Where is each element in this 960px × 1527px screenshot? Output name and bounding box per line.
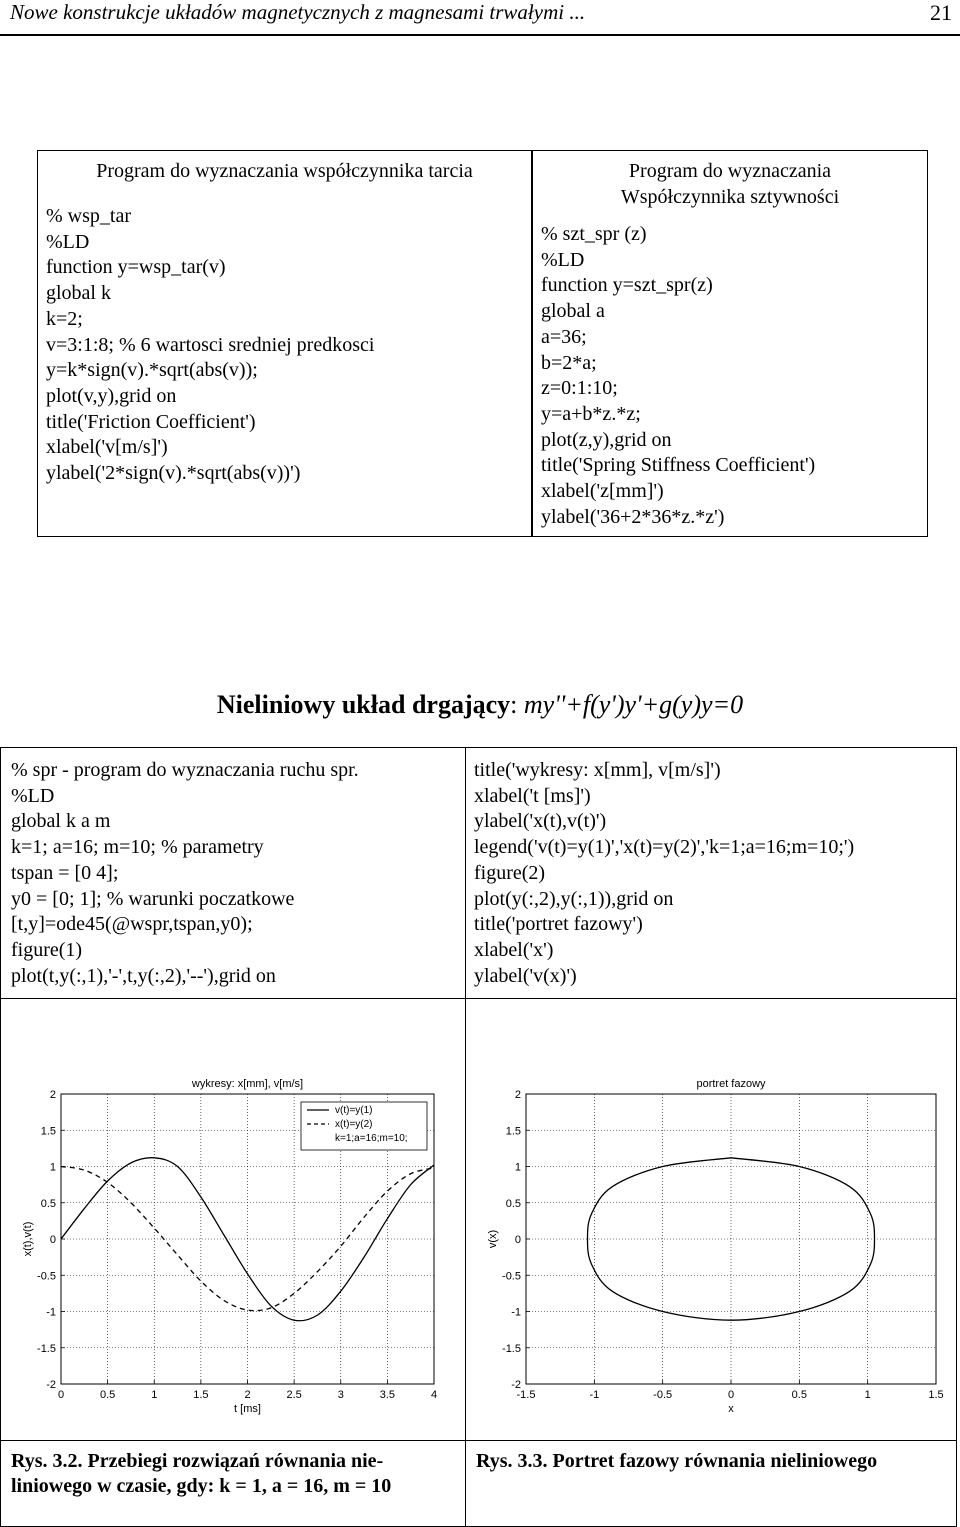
code-line: b=2*a; [541,351,597,374]
code-line: %LD [46,230,90,253]
code-line: title('Spring Stiffness Coefficient') [541,454,816,477]
code-line: z=0:1:10; [541,377,618,400]
y-tick-label: 0 [514,1234,521,1246]
code-line: global a [541,300,605,323]
code-line: xlabel('t [ms]') [474,784,591,807]
x-tick-label: 3.5 [379,1389,396,1401]
code-line: ylabel('x(t),v(t)') [474,810,607,833]
x-tick-label: -0.5 [653,1389,673,1401]
section-heading-text: Nieliniowy układ drgający [216,690,511,719]
y-axis-label: x(t),v(t) [22,1221,34,1257]
x-axis-label: t [ms] [234,1403,261,1415]
code-line: global k a m [11,810,111,833]
code-line: plot(t,y(:,1),'-',t,y(:,2),'--'),grid on [11,964,276,987]
figure-caption-3-3: Rys. 3.3. Portret fazowy równania nieliniowego [476,1450,878,1472]
code-line: figure(1) [11,938,83,961]
program-table [0,747,957,1527]
code-line: ylabel('v(x)') [474,964,577,987]
code-line: global k [46,282,111,305]
x-tick-label: -1.5 [516,1389,536,1401]
code-line: y0 = [0; 1]; % warunki poczatkowe [11,887,295,910]
y-tick-label: -1 [46,1306,56,1319]
y-tick-label: 1.5 [40,1125,56,1138]
figure-cell-right [465,998,957,1441]
legend-label: x(t)=y(2) [335,1119,373,1130]
chart-legend [301,1102,427,1150]
code-line: a=36; [541,325,587,348]
x-tick-label: 1 [151,1389,158,1401]
ode-code-left [11,758,465,989]
code-line: xlabel('v[m/s]') [46,436,168,459]
code-line: tspan = [0 4]; [11,861,119,884]
y-tick-label: 0.5 [505,1197,521,1210]
x-tick-label: 4 [430,1389,438,1401]
code-line: y=k*sign(v).*sqrt(abs(v)); [46,359,258,382]
x-tick-label: 1 [864,1389,871,1401]
y-tick-label: 0.5 [40,1197,56,1210]
code-line: legend('v(t)=y(1)','x(t)=y(2)','k=1;a=16;m=10;') [474,836,855,859]
code-line: function y=szt_spr(z) [541,274,713,297]
x-tick-label: 0.5 [791,1389,807,1401]
x-tick-label: -1 [589,1389,600,1401]
section-heading [0,690,960,720]
code-line: % spr - program do wyznaczania ruchu spr. [11,759,359,781]
x-tick-label: 1.5 [193,1389,209,1401]
code-line: xlabel('x') [474,938,554,961]
code-line: title('Friction Coefficient') [46,410,256,433]
code-line: function y=wsp_tar(v) [46,256,226,279]
code-line: k=1; a=16; m=10; % parametry [11,836,264,859]
code-line: ylabel('2*sign(v).*sqrt(abs(v))') [46,462,301,485]
code-cell-right [465,747,957,999]
legend-label: k=1;a=16;m=10; [335,1133,408,1144]
chart-title: wykresy: x[mm], v[m/s] [191,1078,304,1090]
code-line: plot(z,y),grid on [541,428,672,451]
code-line: v=3:1:8; % 6 wartosci sredniej predkosci [46,333,375,356]
y-tick-label: 1 [49,1161,56,1174]
caption-cell-left [0,1440,466,1527]
code-line: % szt_spr (z) [541,223,647,245]
equation: my''+f(y')y'+g(y)y=0 [523,690,744,719]
y-tick-label: 2 [514,1089,521,1101]
code-line: plot(v,y),grid on [46,384,177,407]
time-response-chart [1,999,465,1440]
code-line: title('wykresy: x[mm], v[m/s]') [474,759,721,781]
x-tick-label: 2.5 [286,1389,302,1401]
code-line: % wsp_tar [46,205,131,227]
stiffness-title-line1: Program do wyznaczania [628,160,832,182]
caption-line: liniowego w czasie, gdy: k = 1, a = 16, m = 10 [11,1475,392,1497]
caption-line: Rys. 3.2. Przebiegi rozwiązań równania nie- [11,1450,384,1472]
code-line: k=2; [46,307,83,330]
x-tick-label: 2 [244,1389,251,1401]
y-axis-label: v(x) [487,1229,499,1249]
y-tick-label: -0.5 [37,1270,56,1283]
x-tick-label: 0 [57,1389,65,1401]
y-tick-label: -0.5 [502,1270,521,1283]
chart-title: portret fazowy [696,1078,766,1090]
y-tick-label: -1 [511,1306,521,1319]
code-line: %LD [541,248,585,271]
page-number: 21 [930,0,952,25]
code-line: figure(2) [474,861,546,884]
stiffness-title-line2: Współczynnika sztywności [620,186,840,208]
y-tick-label: 2 [49,1089,56,1101]
figure-cell-left [0,998,466,1441]
y-tick-label: 1 [514,1161,521,1174]
friction-code [46,204,531,487]
y-tick-label: -2 [511,1379,521,1391]
x-tick-label: 0 [727,1389,735,1401]
legend-label: v(t)=y(1) [335,1105,373,1116]
figure-caption-3-2 [11,1449,465,1499]
code-line: [t,y]=ode45(@wspr,tspan,y0); [11,913,253,936]
caption-cell-right [465,1440,957,1527]
y-tick-label: 1.5 [505,1125,521,1138]
stiffness-program-title [533,158,927,210]
y-tick-label: -1.5 [502,1342,521,1355]
running-title: Nowe konstrukcje układów magnetycznych z magnesami trwałymi ... [10,0,586,24]
x-axis-label: x [728,1403,734,1415]
heading-separator: : [510,690,524,719]
phase-portrait-chart [466,999,956,1440]
x-tick-label: 1.5 [928,1389,944,1401]
y-tick-label: 0 [49,1234,56,1246]
code-line: xlabel('z[mm]') [541,480,664,503]
code-line: ylabel('36+2*36*z.*z') [541,505,725,528]
x-tick-label: 0.5 [99,1389,116,1401]
stiffness-program-box [532,150,928,537]
running-header [0,0,960,40]
header-rule [0,34,960,36]
stiffness-code [541,222,927,530]
code-line: title('portret fazowy') [474,913,643,936]
ode-code-right [474,758,956,989]
code-line: plot(y(:,2),y(:,1)),grid on [474,887,674,910]
code-line: %LD [11,784,55,807]
y-tick-label: -1.5 [37,1342,56,1355]
friction-program-title: Program do wyznaczania współczynnika tarcia [96,160,473,182]
code-cell-left [0,747,466,999]
y-tick-label: -2 [46,1379,56,1391]
code-line: y=a+b*z.*z; [541,402,641,425]
friction-program-box [37,150,532,537]
x-tick-label: 3 [337,1389,344,1401]
